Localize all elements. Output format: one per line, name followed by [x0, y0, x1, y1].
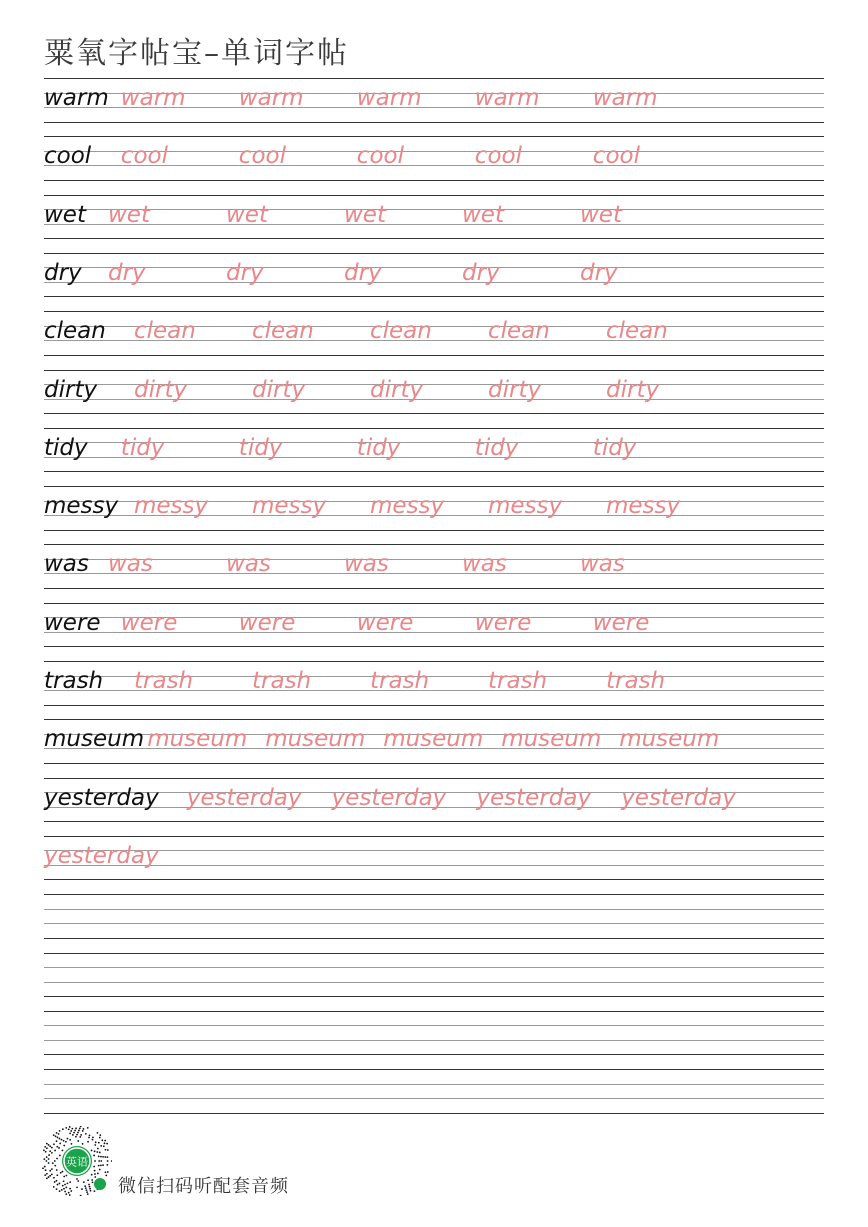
guide-line	[44, 836, 824, 837]
writing-row	[44, 836, 824, 894]
trace-word: dirty	[252, 376, 306, 403]
model-word: messy	[44, 493, 119, 520]
model-word: were	[44, 609, 101, 636]
trace-word: clean	[606, 318, 668, 345]
writing-row	[44, 544, 824, 602]
writing-row	[44, 603, 824, 661]
guide-line	[44, 136, 824, 137]
trace-word: cool	[592, 143, 640, 170]
guide-line	[44, 486, 824, 487]
trace-word: warm	[238, 85, 304, 111]
trace-word: were	[356, 609, 414, 636]
guide-line	[44, 996, 824, 997]
writing-row	[44, 719, 824, 777]
trace-word: were	[474, 609, 532, 636]
trace-word: was	[344, 551, 389, 578]
guide-line	[44, 224, 824, 225]
guide-line	[44, 1011, 824, 1012]
guide-line	[44, 763, 824, 764]
model-word: museum	[44, 726, 145, 753]
trace-word: yesterday	[331, 784, 447, 811]
guide-line	[44, 530, 824, 531]
model-word: dry	[44, 259, 82, 286]
model-word: clean	[44, 318, 106, 345]
trace-word: messy	[488, 493, 563, 520]
guide-line	[44, 413, 824, 414]
guide-line	[44, 296, 824, 297]
guide-line	[44, 1054, 824, 1055]
trace-word: were	[120, 609, 178, 636]
guide-line	[44, 267, 824, 268]
trace-word: were	[238, 609, 296, 636]
trace-word: yesterday	[476, 784, 592, 811]
guide-line	[44, 370, 824, 371]
writing-row	[44, 953, 824, 1011]
guide-line	[44, 1084, 824, 1085]
guide-line	[44, 938, 824, 939]
trace-word: wet	[462, 201, 504, 228]
trace-word: dry	[580, 259, 618, 286]
guide-line	[44, 923, 824, 924]
trace-word: was	[108, 551, 153, 578]
writing-row	[44, 78, 824, 136]
guide-line	[44, 850, 824, 851]
trace-word: messy	[134, 493, 209, 520]
trace-word: wet	[344, 201, 386, 228]
guide-line	[44, 195, 824, 196]
guide-line	[44, 282, 824, 283]
trace-word: yesterday	[621, 784, 736, 811]
writing-row	[44, 778, 824, 836]
trace-word: trash	[488, 668, 548, 694]
guide-line	[44, 544, 824, 545]
guide-line	[44, 253, 824, 254]
trace-word: tidy	[592, 434, 637, 461]
trace-word: dry	[108, 259, 146, 286]
trace-word: warm	[120, 85, 186, 111]
guide-line	[44, 311, 824, 312]
guide-line	[44, 238, 824, 239]
guide-line	[44, 588, 824, 589]
guide-line	[44, 719, 824, 720]
trace-word: trash	[134, 668, 194, 694]
model-word: dirty	[44, 376, 98, 403]
footer-text: 微信扫码听配套音频	[118, 1176, 289, 1197]
page-title: 粟氧字帖宝–单词字帖	[44, 36, 349, 71]
trace-word: messy	[252, 493, 327, 520]
guide-line	[44, 1098, 824, 1099]
wechat-qr-code-icon	[42, 1126, 112, 1196]
trace-word: warm	[592, 85, 658, 111]
guide-line	[44, 122, 824, 123]
writing-sheet	[44, 78, 824, 1118]
guide-line	[44, 209, 824, 210]
trace-word: clean	[370, 318, 432, 345]
trace-word: cool	[120, 143, 168, 170]
trace-word: dry	[462, 259, 500, 286]
writing-row	[44, 370, 824, 428]
guide-line	[44, 573, 824, 574]
trace-word: dirty	[370, 376, 424, 403]
trace-word: clean	[252, 318, 314, 345]
guide-line	[44, 953, 824, 954]
writing-row	[44, 195, 824, 253]
trace-word: were	[592, 609, 650, 636]
trace-word: wet	[580, 201, 622, 228]
trace-word: trash	[606, 668, 666, 694]
guide-line	[44, 78, 824, 79]
trace-word: clean	[488, 318, 550, 345]
guide-line	[44, 1113, 824, 1114]
trace-word: museum	[147, 726, 248, 753]
guide-line	[44, 428, 824, 429]
trace-word: tidy	[474, 434, 519, 461]
trace-word: museum	[383, 726, 484, 753]
trace-word: wet	[108, 201, 150, 228]
guide-line	[44, 778, 824, 779]
model-word: cool	[44, 143, 92, 170]
trace-word: dry	[226, 259, 264, 286]
trace-word: yesterday	[186, 784, 302, 811]
model-word: wet	[44, 201, 86, 228]
guide-line	[44, 355, 824, 356]
trace-word: tidy	[356, 434, 401, 461]
trace-word: clean	[134, 318, 196, 345]
model-word: trash	[44, 668, 104, 694]
guide-line	[44, 1069, 824, 1070]
trace-word: dirty	[134, 376, 188, 403]
trace-word: was	[580, 551, 625, 578]
writing-row	[44, 253, 824, 311]
trace-word: yesterday	[44, 842, 159, 869]
guide-line	[44, 821, 824, 822]
writing-row	[44, 1011, 824, 1069]
guide-line	[44, 705, 824, 706]
writing-row	[44, 486, 824, 544]
guide-line	[44, 559, 824, 560]
trace-word: trash	[370, 668, 430, 694]
trace-word: trash	[252, 668, 312, 694]
trace-word: museum	[619, 726, 720, 753]
trace-word: warm	[474, 85, 540, 111]
trace-word: messy	[370, 493, 445, 520]
guide-line	[44, 982, 824, 983]
guide-line	[44, 661, 824, 662]
trace-word: tidy	[120, 434, 165, 461]
trace-word: cool	[238, 143, 286, 170]
guide-line	[44, 909, 824, 910]
trace-word: museum	[501, 726, 602, 753]
trace-word: museum	[265, 726, 366, 753]
guide-line	[44, 646, 824, 647]
trace-word: cool	[356, 143, 404, 170]
guide-line	[44, 180, 824, 181]
guide-line	[44, 879, 824, 880]
guide-line	[44, 967, 824, 968]
trace-word: tidy	[238, 434, 283, 461]
qr-badge-label: 英语	[66, 1155, 88, 1169]
guide-line	[44, 894, 824, 895]
trace-word: warm	[356, 85, 422, 111]
model-word: tidy	[44, 434, 88, 461]
guide-line	[44, 865, 824, 866]
writing-row	[44, 1069, 824, 1127]
trace-word: dirty	[488, 376, 542, 403]
guide-line	[44, 603, 824, 604]
guide-line	[44, 1040, 824, 1041]
writing-row	[44, 661, 824, 719]
writing-row	[44, 428, 824, 486]
writing-row	[44, 311, 824, 369]
writing-row	[44, 894, 824, 952]
model-word: was	[44, 551, 89, 578]
trace-word: dry	[344, 259, 382, 286]
guide-line	[44, 1025, 824, 1026]
writing-row	[44, 136, 824, 194]
trace-word: was	[462, 551, 507, 578]
trace-word: messy	[606, 493, 681, 520]
model-word: yesterday	[44, 784, 159, 811]
footer	[42, 1126, 442, 1198]
trace-word: wet	[226, 201, 268, 228]
trace-word: cool	[474, 143, 522, 170]
model-word: warm	[44, 85, 109, 111]
trace-word: was	[226, 551, 271, 578]
trace-word: dirty	[606, 376, 660, 403]
guide-line	[44, 471, 824, 472]
